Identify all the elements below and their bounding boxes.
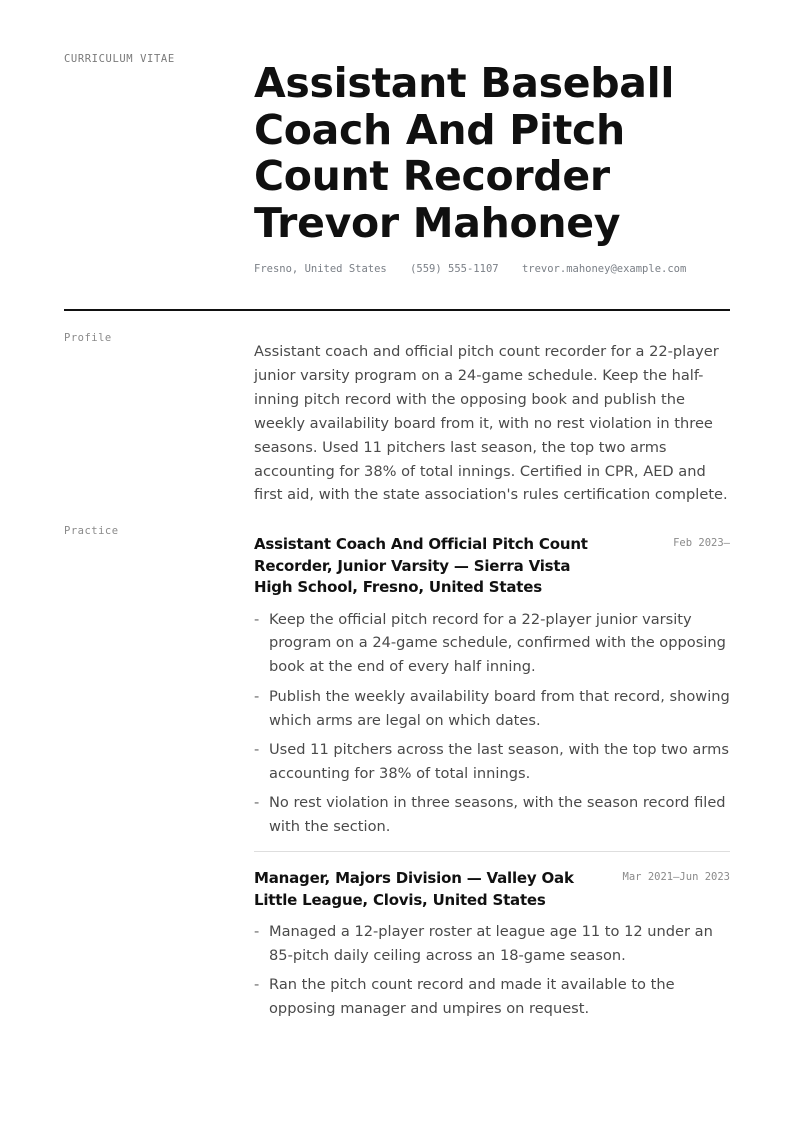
- job-bullet: - No rest violation in three seasons, with the season record filed with the section.: [254, 791, 730, 839]
- practice-section-label: Practice: [64, 525, 119, 537]
- job-bullet: - Ran the pitch count record and made it available to the opposing manager and umpires on request.: [254, 973, 730, 1021]
- job-dates: Mar 2021–Jun 2023: [622, 871, 730, 883]
- document-eyebrow: CURRICULUM VITAE: [64, 53, 175, 65]
- job-entry: [254, 868, 730, 1027]
- job-header: [254, 868, 730, 911]
- job-divider: [254, 851, 730, 852]
- job-bullet: - Managed a 12-player roster at league age 11 to 12 under an 85-pitch daily ceiling across an 18-game season.: [254, 920, 730, 968]
- profile-summary: Assistant coach and official pitch count recorder for a 22-player junior varsity program on a 24-game schedule. Keep the half-inning pitch record with the opposing book and publish the weekly availability board from it, with no rest violation in three seasons. Used 11 pitchers last season, the top two arms accounting for 38% of total innings. Certified in CPR, AED and first aid, with the state association's rules certification complete.: [254, 343, 728, 504]
- contact-location: Fresno, United States: [254, 263, 387, 275]
- resume-header: [254, 60, 730, 275]
- job-bullet: - Keep the official pitch record for a 22-player junior varsity program on a 24-game schedule, confirmed with the opposing book at the end of every half inning.: [254, 608, 730, 680]
- job-title: Assistant Coach And Official Pitch Count Recorder, Junior Varsity — Sierra Vista High School, Fresno, United States: [254, 535, 588, 596]
- job-dates: Feb 2023–: [673, 537, 730, 549]
- contact-email: trevor.mahoney@example.com: [521, 263, 687, 275]
- contact-phone: (559) 555-1107: [410, 263, 499, 275]
- job-title: Manager, Majors Division — Valley Oak Little League, Clovis, United States: [254, 869, 574, 909]
- resume-page: [64, 0, 730, 1123]
- job-entry: [254, 534, 730, 845]
- job-bullet: - Used 11 pitchers across the last season, with the top two arms accounting for 38% of total innings.: [254, 738, 730, 786]
- header-divider: [64, 309, 730, 311]
- candidate-name-headline: Assistant Baseball Coach And Pitch Count Recorder Trevor Mahoney: [254, 59, 675, 247]
- profile-section-label: Profile: [64, 332, 112, 344]
- job-bullet-list: [254, 920, 730, 1021]
- contact-line: [254, 263, 730, 275]
- job-bullet: - Publish the weekly availability board from that record, showing which arms are legal on which dates.: [254, 685, 730, 733]
- job-header: [254, 534, 730, 599]
- job-bullet-list: [254, 608, 730, 840]
